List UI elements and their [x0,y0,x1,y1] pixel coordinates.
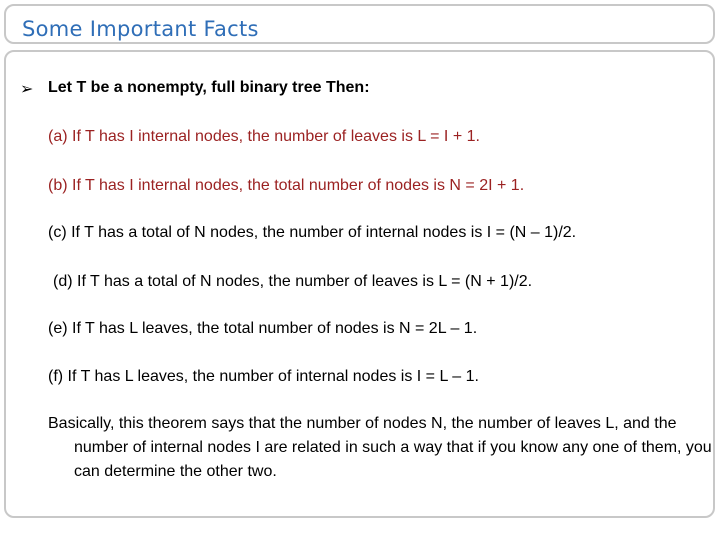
fact-d [53,273,532,291]
fact-d-text: (d) If T has a total of N nodes, the number of leaves is L = (N + 1)/2. [53,273,533,290]
bullet-arrow-icon: ➢ [20,79,34,98]
fact-c [48,224,576,242]
fact-a [48,128,480,146]
fact-b-result: the total number of nodes is N = 2I + 1. [243,177,525,194]
fact-a-result: the number of leaves is L = I + 1. [243,128,480,145]
fact-a-condition: (a) If T has I internal nodes, [48,128,244,145]
fact-e [48,320,477,338]
fact-b-condition: (b) If T has I internal nodes, [48,177,244,194]
theorem-summary: Basically, this theorem says that the number of nodes N, the number of leaves L, and the number of internal nodes I are related in such a way that if you know any one of them, you can determine the other two. [48,415,712,480]
fact-f [48,368,479,386]
title-bar [4,4,715,44]
fact-e-text: (e) If T has L leaves, the total number of nodes is N = 2L – 1. [48,320,478,337]
slide-title: Some Important Facts [22,17,259,41]
fact-f-text: (f) If T has L leaves, the number of internal nodes is I = L – 1. [48,368,479,385]
lead-statement: Let T be a nonempty, full binary tree Then: [48,79,370,96]
fact-b [48,177,524,195]
fact-c-text: (c) If T has a total of N nodes, the number of internal nodes is I = (N – 1)/2. [48,224,577,241]
